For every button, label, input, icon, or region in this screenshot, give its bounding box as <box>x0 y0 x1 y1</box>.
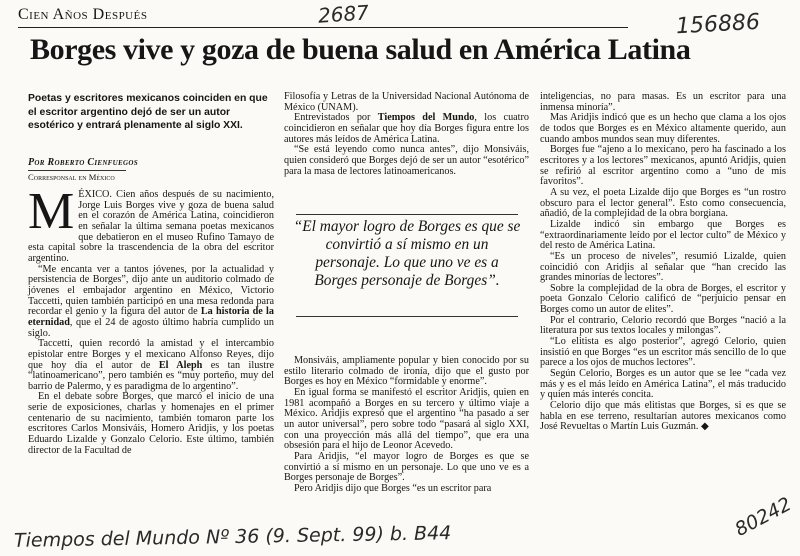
book-title: La historia de la eternidad <box>28 306 274 328</box>
text: Entrevistados por <box>294 112 378 124</box>
paragraph <box>28 265 274 340</box>
handwritten-corner-code: 80242 <box>731 493 796 541</box>
deck: Poetas y escritores mexicanos coinciden en que el escritor argentino dejó de ser un autor esotérico y entrará plenamente al siglo XXI. <box>28 93 268 132</box>
article-column-3 <box>540 92 786 433</box>
paragraph: “Lo elitista es algo posterior”, agregó Celorio, quien insistió en que Borges “es un escritor más sencillo de lo que parece a los ojos de muchos lectores”. <box>540 336 786 369</box>
paragraph: A su vez, el poeta Lizalde dijo que Borges es “un rostro obscuro para el lector general”. Esto como consecuencia, añadió, de la complejidad de la obra borgiana. <box>540 186 786 220</box>
text: , los cuatro coincidieron en señalar que hoy día Borges figura entre los autores más leídos de América Latina. <box>284 112 529 145</box>
handwritten-number-right: 156886 <box>675 9 761 40</box>
paragraph: Monsiváis, ampliamente popular y bien conocido por su estilo literario colmado de ironía, dijo que el gusto por Borges es hoy en México “formidable y enorme”. <box>284 355 529 388</box>
section-kicker: Cien Años Después <box>18 6 148 23</box>
paragraph: Celorio dijo que más elitistas que Borges, si es que se habla en ese terreno, resultarían autores mexicanos como José Revueltas o Martín Luis Guzmán. ◆ <box>540 400 786 433</box>
byline: Por Roberto Cienfuegos <box>28 157 138 168</box>
handwritten-source-note: Tiempos del Mundo Nº 36 (9. Sept. 99) b. B44 <box>13 522 452 552</box>
paragraph: Sobre la complejidad de la obra de Borges, el escritor y poeta Gonzalo Celorio calificó de “perjuicio pensar en Borges como un autor de elites”. <box>540 282 786 316</box>
byline-role: Corresponsal en México <box>28 172 115 182</box>
paragraph: Filosofía y Letras de la Universidad Nacional Autónoma de México (UNAM). <box>284 91 529 113</box>
article-column-2-top <box>284 92 529 177</box>
article-column-2-bottom <box>284 356 529 495</box>
paragraph: Mas Aridjis indicó que es un hecho que clama a los ojos de todos que Borges es en México altamente querido, aun cuando ambos mundos sean muy diferentes. <box>540 112 786 145</box>
paragraph: “Se está leyendo como nunca antes”, dijo Monsiváis, quien consideró que Borges dejó de ser un autor “esotérico” para la masa de lectores latinoamericanos. <box>284 144 529 177</box>
article-column-1 <box>28 183 274 456</box>
text: es tan ilustre “latinoamericano”, pero también es “muy porteño, muy del barrio de Palermo, y es paradigma de lo argentino”. <box>28 359 274 392</box>
paragraph: ÉXICO. Cien años después de su nacimiento, Jorge Luis Borges vive y goza de buena salud en el corazón de América Latina, coincidieron en señalar la última semana poetas mexicanos que debatieron en el museo Rufino Tamayo de esta capital sobre la trascendencia de la obra del escritor argentino. <box>28 189 274 264</box>
pull-quote: “El mayor logro de Borges es que se convirtió a sí mismo en un personaje. Lo que uno ve es a Borges personaje de Borges”. <box>293 218 521 289</box>
paragraph: Para Aridjis, “el mayor logro de Borges es que se convirtió a sí mismo en un personaje. Lo que uno ve es a Borges personaje de Borges”. <box>284 450 529 484</box>
paragraph: “Es un proceso de niveles”, resumió Lizalde, quien coincidió con Aridjis al señalar que “han crecido las grandes minorías de lectores”. <box>540 250 786 284</box>
paragraph: Borges fue “ajeno a lo mexicano, pero ha fascinado a los escritores y a los lectores” mexicanos, apuntó Aridjis, quien se refirió al escritor argentino como a “uno de mis favoritos”. <box>540 144 786 188</box>
publication-name: Tiempos del Mundo <box>377 112 475 124</box>
paragraph: inteligencias, no para masas. Es un escritor para una inmensa minoría”. <box>540 91 786 113</box>
text: “Me encanta ver a tantos jóvenes, por la actualidad y persistencia de Borges”, dijo ante un auditorio colmado de jóvenes el embajador argentino en México, Victorio Taccetti, quien también participó en una mesa redonda para recordar el genio y la figura del autor de <box>28 263 274 318</box>
paragraph <box>284 113 529 145</box>
handwritten-number-top: 2687 <box>317 0 370 28</box>
byline-rule <box>28 170 126 171</box>
top-rule <box>18 27 628 28</box>
pull-quote-rule-top <box>296 214 518 215</box>
text: , que el 24 de agosto último habría cumplido un siglo. <box>28 316 274 339</box>
book-title: El Aleph <box>158 359 203 371</box>
paragraph: En igual forma se manifestó el escritor Aridjis, quien en 1981 acompañó a Borges en su tercero y último viaje a México. Aridjis expresó que el argentino “ha pasado a ser un autor universal”, pero sobre todo “pasará al siglo XXI, con una proyección más allá del tiempo”, que era una obsesión para el hijo de Leonor Acevedo. <box>284 386 529 452</box>
drop-cap: M <box>28 183 75 240</box>
text: Taccetti, quien recordó la amistad y el intercambio epistolar entre Borges y el mexicano Alfonso Reyes, dijo que hoy día el autor de <box>28 338 274 371</box>
paragraph: Según Celorio, Borges es un autor que se lee “cada vez más y es el más leído en América Latina”, el más traducido y quien más interés concita. <box>540 368 786 401</box>
paragraph: En el debate sobre Borges, que marcó el inicio de una serie de exposiciones, charlas y homenajes en el primer centenario de su nacimiento, también tomaron parte los escritores Carlos Monsiváis, Homero Aridjis, y los poetas Eduardo Lizalde y Gonzalo Celorio. Este último, también director de la Facultad de <box>28 391 274 456</box>
pull-quote-rule-bottom <box>296 316 518 317</box>
paragraph: Por el contrario, Celorio recordó que Borges “nació a la literatura por sus textos locales y milongas”. <box>540 314 786 337</box>
paragraph <box>28 339 274 392</box>
headline: Borges vive y goza de buena salud en América Latina <box>30 33 691 66</box>
paragraph: Lizalde indicó sin embargo que Borges es “extraordinariamente leído por el lector culto” de México y del resto de América Latina. <box>540 218 786 252</box>
paragraph: Pero Aridjis dijo que Borges “es un escritor para <box>294 482 492 494</box>
